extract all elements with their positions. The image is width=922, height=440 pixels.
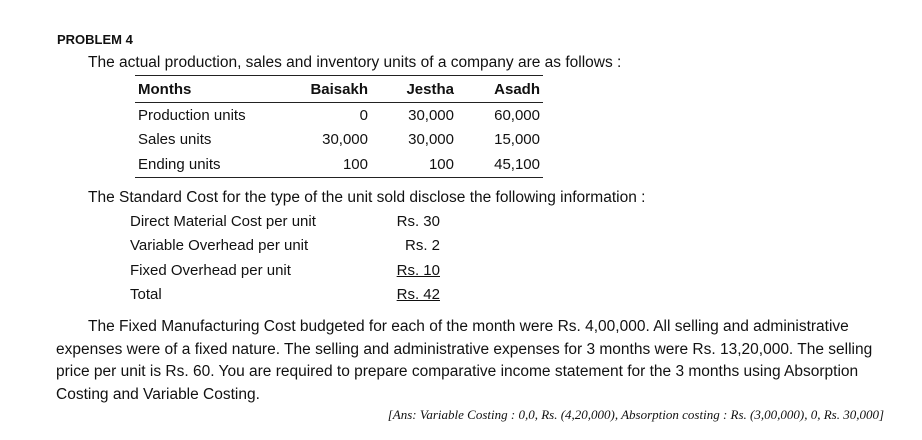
cell-jestha: 30,000 xyxy=(408,106,454,124)
problem-title: PROBLEM 4 xyxy=(57,32,133,47)
cost-label-direct-material: Direct Material Cost per unit xyxy=(130,213,316,230)
row-label: Sales units xyxy=(138,131,212,149)
cost-value-total xyxy=(380,286,440,303)
cell-baisakh: 0 xyxy=(359,106,368,124)
table-row xyxy=(135,152,543,177)
cell-baisakh: 100 xyxy=(296,152,368,177)
units-table xyxy=(135,75,543,178)
intro-text: The actual production, sales and inventory units of a company are as follows : xyxy=(88,54,622,71)
header-asadh: Asadh xyxy=(454,76,543,103)
cost-label-variable-overhead: Variable Overhead per unit xyxy=(130,237,309,254)
standard-cost-intro: The Standard Cost for the type of the unit sold disclose the following information : xyxy=(88,189,646,206)
paragraph-text: The Fixed Manufacturing Cost budgeted for each of the month were Rs. 4,00,000. All selling and administrative expenses were of a fixed nature. The selling and administrative expenses for 3 months were Rs. 13,20,000. The selling price per unit is Rs. 60. You are required to prepare comparative income statement for the 3 months using Absorption Costing and Variable Costing. xyxy=(56,318,873,403)
row-label: Production units xyxy=(138,106,246,124)
table-row xyxy=(135,128,543,153)
table-row xyxy=(135,103,543,128)
cell-jestha: 30,000 xyxy=(408,131,454,149)
row-label: Ending units xyxy=(135,152,296,177)
cell-asadh: 45,100 xyxy=(454,152,543,177)
header-baisakh: Baisakh xyxy=(296,76,368,103)
cost-value-variable-overhead: Rs. 2 xyxy=(404,237,440,254)
cost-value-direct-material: Rs. 30 xyxy=(396,213,440,230)
cost-value-total-text: Rs. 42 xyxy=(396,286,440,303)
table-header-row xyxy=(135,76,543,103)
answer-note: [Ans: Variable Costing : 0,0, Rs. (4,20,000), Absorption costing : Rs. (3,00,000), 0, Rs. 30,000] xyxy=(387,407,884,422)
cost-label-fixed-overhead: Fixed Overhead per unit xyxy=(130,262,291,279)
cost-value-fixed-overhead xyxy=(380,262,440,279)
cost-label-total: Total xyxy=(130,286,162,303)
cell-jestha: 100 xyxy=(368,152,454,177)
cost-value-fixed-overhead-text: Rs. 10 xyxy=(396,262,440,279)
cell-asadh: 15,000 xyxy=(494,131,540,149)
header-jestha: Jestha xyxy=(368,76,454,103)
cell-asadh: 60,000 xyxy=(494,106,540,124)
header-months: Months xyxy=(135,76,296,103)
problem-paragraph xyxy=(56,316,886,406)
cell-baisakh: 30,000 xyxy=(322,131,368,149)
